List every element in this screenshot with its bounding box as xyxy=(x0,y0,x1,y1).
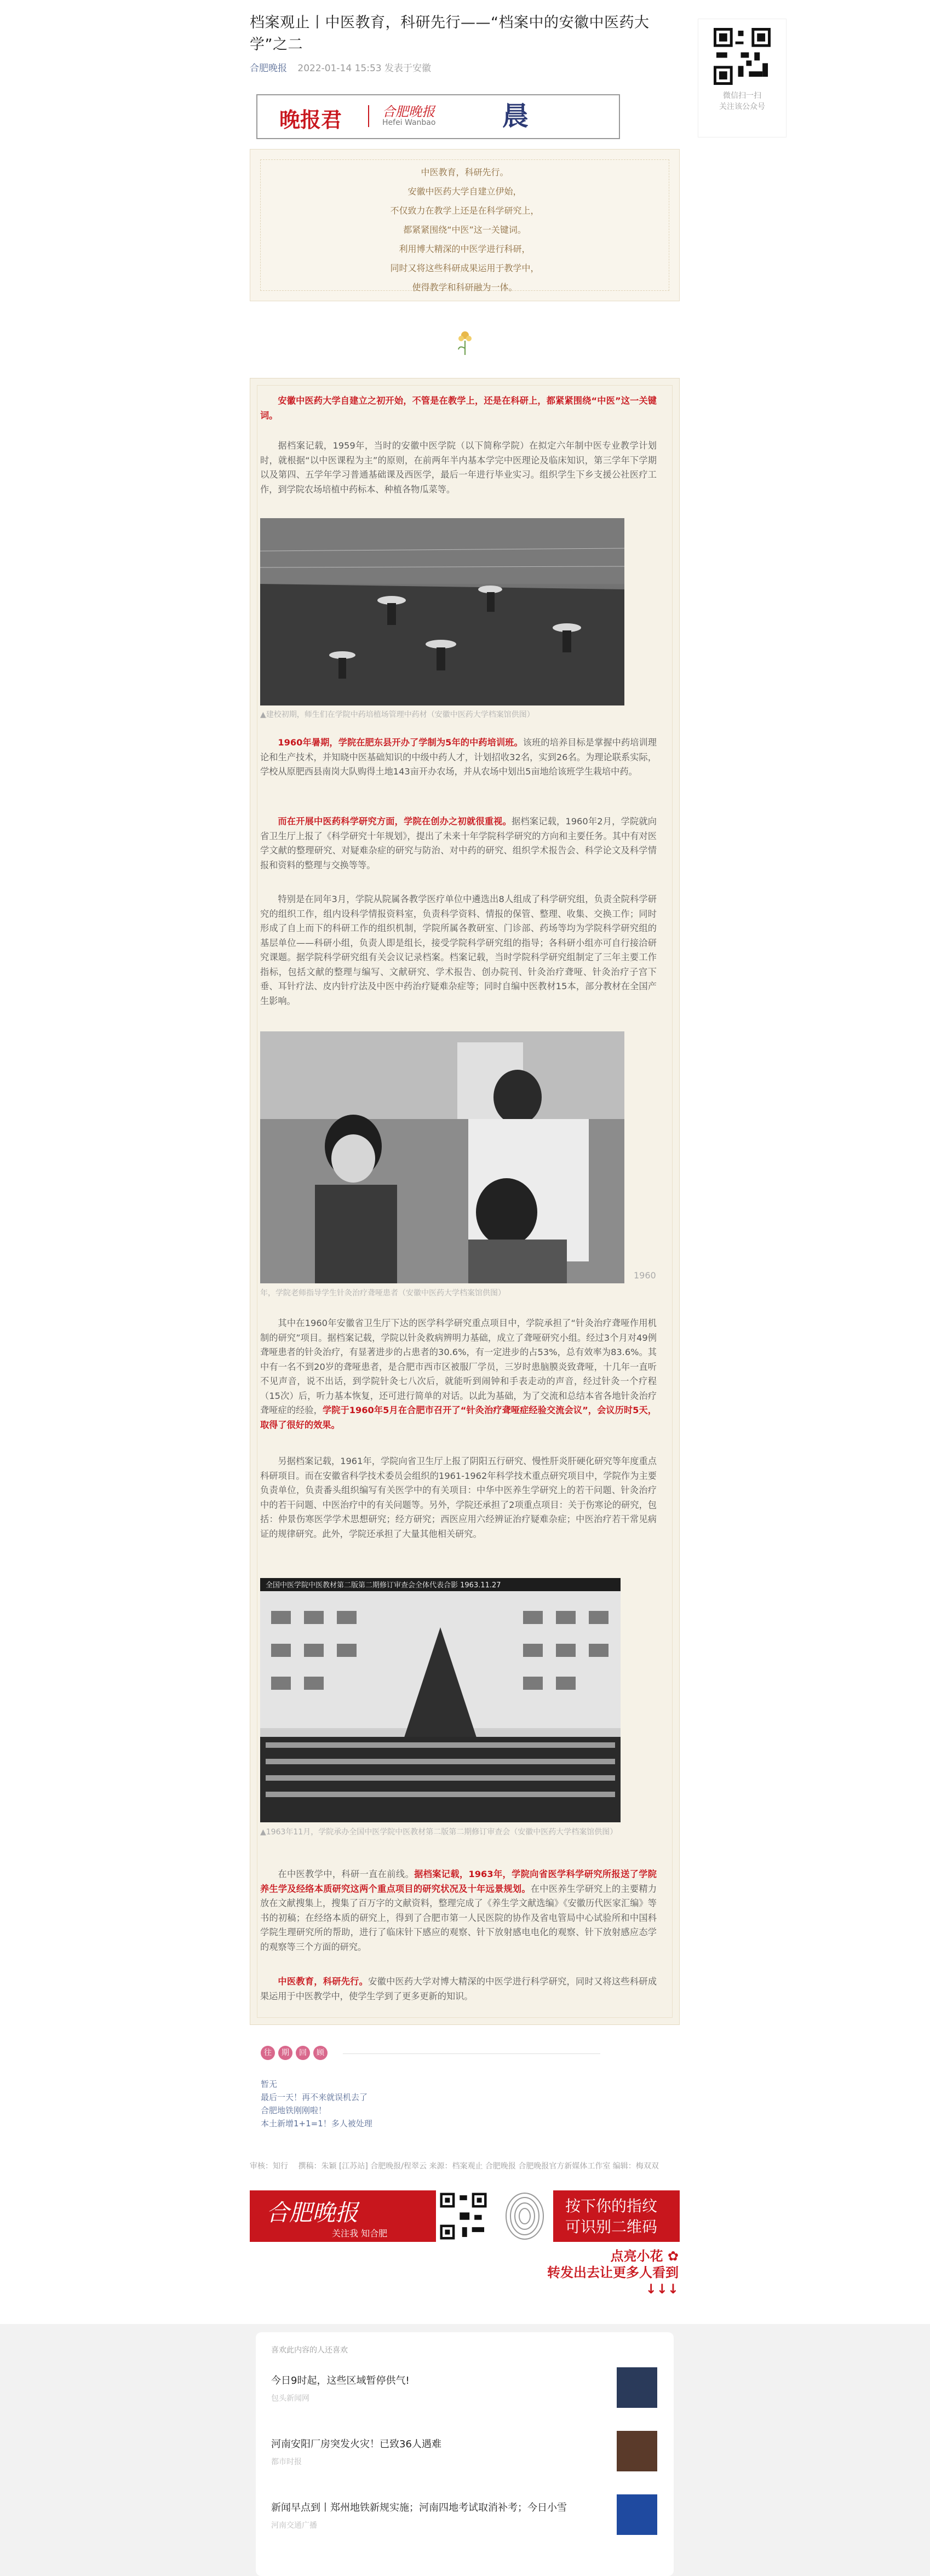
qr-panel xyxy=(698,19,787,137)
related-label-char: 期 xyxy=(278,2046,292,2060)
photo-acupuncture xyxy=(260,1031,624,1283)
recommend-item-source: 包头新闻网 xyxy=(271,2394,309,2403)
lead-paragraph: 安徽中医药大学自建立之初开始，不管是在教学上，还是在科研上，都紧紧围绕“中医”这一关键词。 xyxy=(260,395,657,421)
paragraph-3-highlight: 而在开展中医药科学研究方面，学院在创办之初就很重视。 xyxy=(278,816,512,827)
recommend-title: 喜欢此内容的人还喜欢 xyxy=(271,2346,348,2355)
article-page xyxy=(250,0,765,2001)
publish-time: 2022-01-14 15:53 xyxy=(297,63,382,74)
recommend-item[interactable] xyxy=(271,2361,657,2416)
intro-line: 使得教学和科研融为一体。 xyxy=(412,282,518,292)
paragraph-7-highlight: 据档案记载，1963年，学院向省医学科学研究所报送了学院养生学及经络本质研究这两个重点项目的研究状况及十年远景规划。 xyxy=(260,1869,657,1894)
banner-divider xyxy=(368,105,369,127)
intro-box xyxy=(250,149,680,301)
like-prompt[interactable] xyxy=(547,2248,679,2297)
paragraph-7-intro: 在中医教学中，科研一直在前线。 xyxy=(278,1869,415,1879)
recommend-item-source: 都市时报 xyxy=(271,2458,302,2466)
footer-logo: 合肥晚报 xyxy=(266,2199,359,2226)
recommend-item-title: 河南安阳厂房突发火灾！已致36人遇难 xyxy=(271,2439,441,2450)
paragraph-5-highlight: 学院于1960年5月在合肥市召开了“针灸治疗聋哑症经验交流会议”，会议历时5天，取得了很好的效果。 xyxy=(260,1405,657,1430)
paragraph-6: 另据档案记载，1961年，学院向省卫生厅上报了阴阳五行研究、慢性肝炎肝硬化研究等年度重点科研项目。而在安徽省科学技术委员会组织的1961-1962年科学技术重点研究项目中，学院作为主要负责单位，负责番头组织编写有关医学中的有关项目：中华中医养生学研究上的若干问题、针灸治疗中的若干问题、中医治疗中的有关问题等。另外，学院还承担了2项重点项目：关于伤寒论的研究，包括：仲景伤寒医学学术思想研究；经方研究；西医应用六经辨证治疗疑难杂症；中医治疗若干常见病证的规律研究。此外，学院还承担了大量其他相关研究。 xyxy=(260,1456,657,1539)
recommend-panel xyxy=(256,2332,674,2576)
paragraph-2-highlight: 1960年暑期，学院在肥东县开办了学制为5年的中药培训班。 xyxy=(278,737,523,748)
photo-caption-2-year: 1960 xyxy=(634,1270,656,1281)
qr-text-2: 关注该公众号 xyxy=(719,102,765,111)
paragraph-2-text: 该班的培养目标是掌握中药培训理论和生产技术，并知晓中医基础知识的中级中药人才，计划招收32名，实到26名。为理论联系实际，学校从原肥西县南岗大队购得土地143亩开办农场，并从农场中划出5亩地给该班学生栽培中药。 xyxy=(260,737,657,777)
photo-caption-1: ▲建校初期，师生们在学院中药培植场管理中药材（安徽中医药大学档案馆供图） xyxy=(260,710,535,719)
source-link[interactable]: 合肥晚报 xyxy=(250,63,287,74)
footer-banner xyxy=(250,2190,680,2242)
recommend-item-thumbnail xyxy=(617,2494,657,2535)
photo-caption-2: 年，学院老师指导学生针灸治疗聋哑患者（安徽中医药大学档案馆供图） xyxy=(260,1289,506,1298)
paragraph-7-text: 在中医养生学研究上的主要精力放在文献搜集上，搜集了百万字的文献资料，整理完成了《养生学文献选编》《安徽历代医家汇编》等书的初稿；在经络本质的研究上，得到了合肥市第一人民医院的协作及省电管局中心试验所和中国科学院生理研究所的帮助，进行了临床针下感应的观察、针下放射感电电化的观察、针下放射感应态学的观察等三个方面的研究。 xyxy=(260,1883,657,1952)
qr-text-1: 微信扫一扫 xyxy=(723,91,761,100)
like-line-3: ↓↓↓ xyxy=(645,2281,679,2297)
related-link[interactable]: 合肥地铁刚刚啦！ xyxy=(261,2105,327,2115)
recommend-item[interactable] xyxy=(271,2488,657,2543)
related-label-char: 回 xyxy=(296,2046,310,2060)
banner-logo-en: Hefei Wanbao xyxy=(382,118,436,127)
qr-code-icon xyxy=(714,28,771,85)
footer-qr-code-icon xyxy=(436,2190,491,2242)
like-line-1: 点亮小花 ✿ xyxy=(610,2248,679,2264)
footer-logo-block xyxy=(250,2190,436,2242)
photo-caption-3: ▲1963年11月，学院承办全国中医学院中医教材第二版第二期修订审查会（安徽中医药大学档案馆供图） xyxy=(260,1828,618,1837)
newspaper-banner xyxy=(256,94,620,139)
recommend-item-source: 河南交通广播 xyxy=(271,2521,317,2530)
related-label xyxy=(261,2046,328,2062)
related-link[interactable]: 暂无 xyxy=(261,2079,278,2089)
paragraph-8 xyxy=(260,1975,657,2004)
intro-line: 都紧紧围绕“中医”这一关键词。 xyxy=(403,225,526,235)
related-link[interactable]: 本土新增1+1=1！多人被处理 xyxy=(261,2119,372,2129)
paragraph-5-text: 其中在1960年安徽省卫生厅下达的医学科学研究重点项目中，学院承担了“针灸治疗聋哑作用机制的研究”项目。据档案记载，学院以针灸救病辨明力基础，成立了聋哑研究小组。经过3个月对49例聋哑患者的针灸治疗，有显著进步的占患者的30.6%，有一定进步的占53%，总有效率为83.6%。其中有一名不到20岁的聋哑患者，是合肥市西市区被服厂学员，三岁时患脑膜炎致聋哑，十几年一直听不见声音，说不出话，到学院针灸七八次后，就能听到闹钟和手表走动的声音，经过针灸一个疗程（15次）后，听力基本恢复，还可进行简单的对话。以此为基础，为了交流和总结本省各地针灸治疗聋哑症的经验， xyxy=(260,1318,657,1415)
intro-line: 中医教育，科研先行。 xyxy=(421,167,509,177)
article-meta xyxy=(250,60,680,74)
paragraph-2 xyxy=(260,736,657,779)
footer-qr[interactable] xyxy=(436,2190,491,2242)
intro-lines xyxy=(250,163,679,297)
paragraph-3-text: 据档案记载，1960年2月，学院就向省卫生厅上报了《科学研究十年规划》，提出了未来十年学院科学研究的方向和主要任务。其中有对医学文献的整理研究、对疑难杂症的研究与防治、对中药的研究、组织学术报告会、科学论文及科学情报和资料的整理与交换等等。 xyxy=(260,816,657,870)
related-label-char: 顾 xyxy=(313,2046,328,2060)
footer-cta-line: 可识别二维码 xyxy=(565,2218,658,2236)
banner-badge: 晨 xyxy=(502,101,529,131)
article-body xyxy=(250,378,680,2025)
recommend-item-thumbnail xyxy=(617,2431,657,2471)
page-title: 档案观止丨中医教育，科研先行——“档案中的安徽中医药大学”之二 xyxy=(250,14,650,53)
paragraph-5 xyxy=(260,1316,657,1432)
intro-line: 安徽中医药大学自建立伊始， xyxy=(407,186,522,197)
fingerprint-icon xyxy=(497,2190,552,2242)
paragraph-8-highlight: 中医教育，科研先行。 xyxy=(278,1976,369,1987)
related-divider xyxy=(343,2053,600,2054)
like-line-2: 转发出去让更多人看到 xyxy=(547,2265,679,2280)
footer-cta xyxy=(553,2190,680,2242)
recommend-item-title: 今日9时起，这些区域暂停供气! xyxy=(271,2375,410,2386)
footer-cta-line: 按下你的指纹 xyxy=(565,2197,658,2215)
footer-slogan: 关注我 知合肥 xyxy=(332,2228,388,2239)
recommend-item-title: 新闻早点到丨郑州地铁新规实施；河南四地考试取消补考；今日小雪 xyxy=(271,2502,567,2514)
flower-ornament-icon xyxy=(454,326,476,357)
paragraph-4: 特别是在同年3月，学院从院属各教学医疗单位中遴选出8人组成了科学研究组，负责全院科学研究的组织工作，组内设科学情报资料室，负责科学资料、情报的保管、整理、收集、交换工作；同时形成了自上而下的科研工作的组织机制，学院所属各教研室、门诊部、药场等均为学院科学研究组的基层单位——科研小组，负责人即是组长，接受学院科学研究组的指导；各科研小组亦可自行接洽研究课题。据学院科学研究组有关会议记录档案。档案记载，当时学院科学研究组制定了三年主要工作指标，包括文献的整理与编写、文献研究、学术报告、创办院刊、针灸治疗聋哑、针灸治疗子宫下垂、耳针疗法、皮内针疗法及中医中药治疗疑难杂症等；同时自编中医教材15本，部分教材在全国产生影响。 xyxy=(260,894,657,1006)
recommend-item[interactable] xyxy=(271,2424,657,2479)
related-label-char: 往 xyxy=(261,2046,275,2060)
paragraph-7 xyxy=(260,1867,657,1954)
banner-logo: 合肥晚报 xyxy=(382,104,435,119)
paragraph-8-text: 安徽中医药大学对博大精深的中医学进行科学研究，同时又将这些科研成果运用于中医教学中，使学生学到了更多更新的知识。 xyxy=(260,1976,657,2001)
paragraph-1: 据档案记载，1959年，当时的安徽中医学院（以下简称学院）在拟定六年制中医专业教学计划时，就根据“以中医课程为主”的原则，在前两年半内基本学完中医理论及临床知识，第三学年下学期以及第四、五学年学习普通基础课及西医学，最后一年进行毕业实习。组织学生下乡支援公社医疗工作，到学院农场培植中药标本、种植各物瓜菜等。 xyxy=(260,440,657,495)
intro-line: 不仅致力在教学上还是在科学研究上， xyxy=(390,205,539,216)
photo-group xyxy=(260,1578,621,1822)
photo-group-banner: 全国中医学院中医教材第二版第二期修订审查会全体代表合影 1963.11.27 xyxy=(266,1581,501,1590)
credits: 审核：知行 撰稿：朱颖 [江苏站] 合肥晚报/程翠云 来源：档案观止 合肥晚报 合肥晚报官方新媒体工作室 编辑：梅双双 xyxy=(250,2162,659,2171)
publish-location: 发表于安徽 xyxy=(384,63,432,74)
recommend-item-thumbnail xyxy=(617,2367,657,2408)
footer-cta-text xyxy=(565,2196,657,2237)
banner-title: 晚报君 xyxy=(279,107,342,132)
intro-line: 同时又将这些科研成果运用于教学中， xyxy=(390,263,539,273)
paragraph-3 xyxy=(260,814,657,873)
intro-line: 利用博大精深的中医学进行科研， xyxy=(399,244,531,254)
photo-herb-garden xyxy=(260,518,624,705)
related-link[interactable]: 最后一天！再不来就误机去了 xyxy=(261,2092,368,2102)
